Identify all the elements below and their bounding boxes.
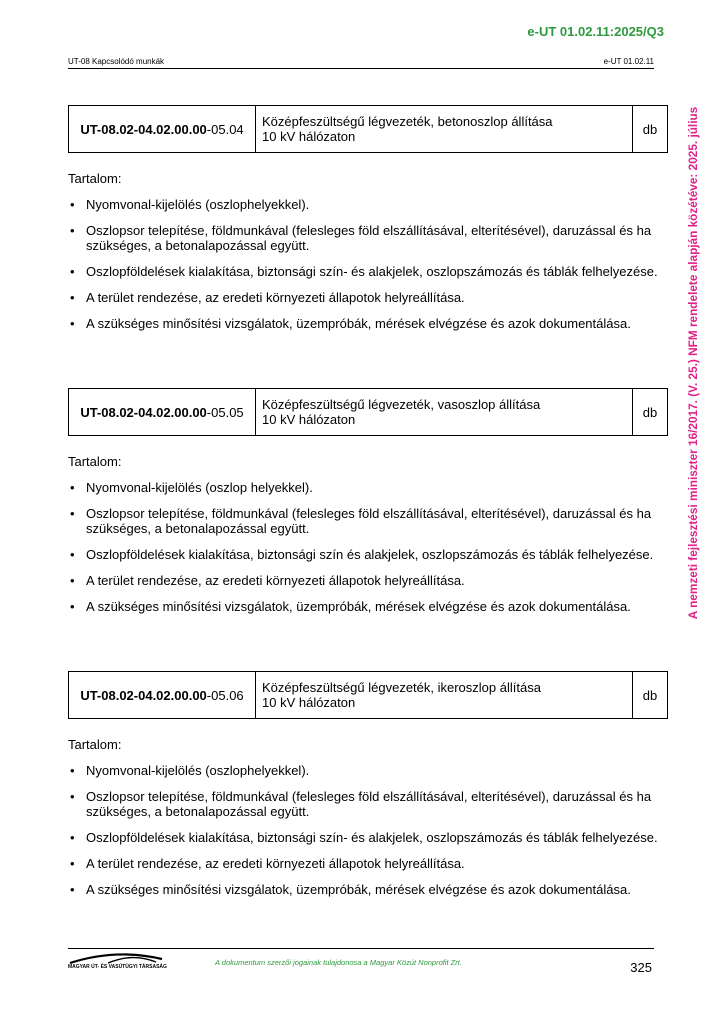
item-title-cell — [256, 672, 633, 719]
list-item: • Oszlopsor telepítése, földmunkával (felesleges föld elszállításával, elterítésével), daruzással és ha szükséges, a betonalapozással együtt. — [68, 506, 658, 536]
item-title-cell — [256, 106, 633, 153]
copyright-notice: A dokumentum szerzői jogainak tulajdonosa a Magyar Közút Nonprofit Zrt. — [215, 958, 462, 967]
item-title: Középfeszültségű légvezeték, vasoszlop állítása — [262, 397, 541, 412]
item-code-suffix: -05.04 — [206, 121, 244, 137]
item-code-cell — [69, 106, 256, 153]
header-chapter: UT-08 Kapcsolódó munkák — [68, 57, 165, 66]
item-title-cell — [256, 389, 633, 436]
contents-label: Tartalom: — [68, 171, 122, 186]
list-item: • Nyomvonal-kijelölés (oszlophelyekkel). — [68, 763, 658, 778]
list-item: • Oszlopsor telepítése, földmunkával (felesleges föld elszállításával, elterítésével), daruzással és ha szükséges, a betonalapozással együtt. — [68, 223, 658, 253]
item-subtitle: 10 kV hálózaton — [262, 129, 356, 144]
list-item: • Nyomvonal-kijelölés (oszlop helyekkel). — [68, 480, 658, 495]
contents-list — [68, 763, 668, 897]
logo-text: MAGYAR ÚT- ÉS VASÚTÜGYI TÁRSASÁG — [68, 964, 167, 970]
item-block — [68, 388, 668, 614]
list-item: • Oszlopsor telepítése, földmunkával (felesleges föld elszállításával, elterítésével), daruzással és ha szükséges, a betonalapozással együtt. — [68, 789, 658, 819]
list-item: • A terület rendezése, az eredeti környezeti állapotok helyreállítása. — [68, 856, 658, 871]
contents-label: Tartalom: — [68, 454, 122, 469]
item-code-suffix: -05.05 — [206, 404, 244, 420]
header-divider — [68, 68, 654, 69]
item-unit: db — [633, 106, 668, 153]
item-title: Középfeszültségű légvezeték, ikeroszlop állítása — [262, 680, 541, 695]
side-note-text: A nemzeti fejlesztési miniszter 16/2017. (V. 25.) NFM rendelete alapján közétéve: 2025. július — [686, 106, 700, 620]
item-title: Középfeszültségű légvezeték, betonoszlop állítása — [262, 114, 553, 129]
list-item: • A terület rendezése, az eredeti környezeti állapotok helyreállítása. — [68, 290, 658, 305]
footer-divider — [68, 948, 654, 949]
item-code-table — [68, 388, 668, 436]
list-item: • A szükséges minősítési vizsgálatok, üzempróbák, mérések elvégzése és azok dokumentálása. — [68, 316, 658, 331]
item-unit: db — [633, 672, 668, 719]
item-code-bold: UT-08.02-04.02.00.00 — [80, 121, 207, 137]
item-unit: db — [633, 389, 668, 436]
item-code-cell — [69, 389, 256, 436]
contents-label: Tartalom: — [68, 737, 122, 752]
item-block — [68, 671, 668, 897]
list-item: • Oszlopföldelések kialakítása, biztonsági szín- és alakjelek, oszlopszámozás és táblák felhelyezése. — [68, 264, 658, 279]
list-item: • A szükséges minősítési vizsgálatok, üzempróbák, mérések elvégzése és azok dokumentálása. — [68, 882, 658, 897]
contents-list — [68, 480, 668, 614]
contents-list — [68, 197, 668, 331]
document-code: e-UT 01.02.11:2025/Q3 — [527, 24, 664, 39]
page-number: 325 — [630, 960, 652, 975]
list-item: • Oszlopföldelések kialakítása, biztonsági szín- és alakjelek, oszlopszámozás és táblák felhelyezése. — [68, 830, 658, 845]
company-logo — [68, 950, 167, 972]
item-subtitle: 10 kV hálózaton — [262, 412, 356, 427]
list-item: • Oszlopföldelések kialakítása, biztonsági szín és alakjelek, oszlopszámozás és táblák felhelyezése. — [68, 547, 658, 562]
list-item: • A szükséges minősítési vizsgálatok, üzempróbák, mérések elvégzése és azok dokumentálása. — [68, 599, 658, 614]
item-subtitle: 10 kV hálózaton — [262, 695, 356, 710]
item-code-table — [68, 105, 668, 153]
item-code-bold: UT-08.02-04.02.00.00 — [80, 404, 207, 420]
running-header — [68, 57, 654, 66]
item-code-cell — [69, 672, 256, 719]
item-block — [68, 105, 668, 331]
item-code-bold: UT-08.02-04.02.00.00 — [80, 687, 207, 703]
list-item: • A terület rendezése, az eredeti környezeti állapotok helyreállítása. — [68, 573, 658, 588]
list-item: • Nyomvonal-kijelölés (oszlophelyekkel). — [68, 197, 658, 212]
header-doc-id: e-UT 01.02.11 — [603, 57, 654, 66]
side-note — [686, 93, 700, 633]
item-code-suffix: -05.06 — [206, 687, 244, 703]
road-swoosh-icon — [68, 950, 164, 964]
item-code-table — [68, 671, 668, 719]
